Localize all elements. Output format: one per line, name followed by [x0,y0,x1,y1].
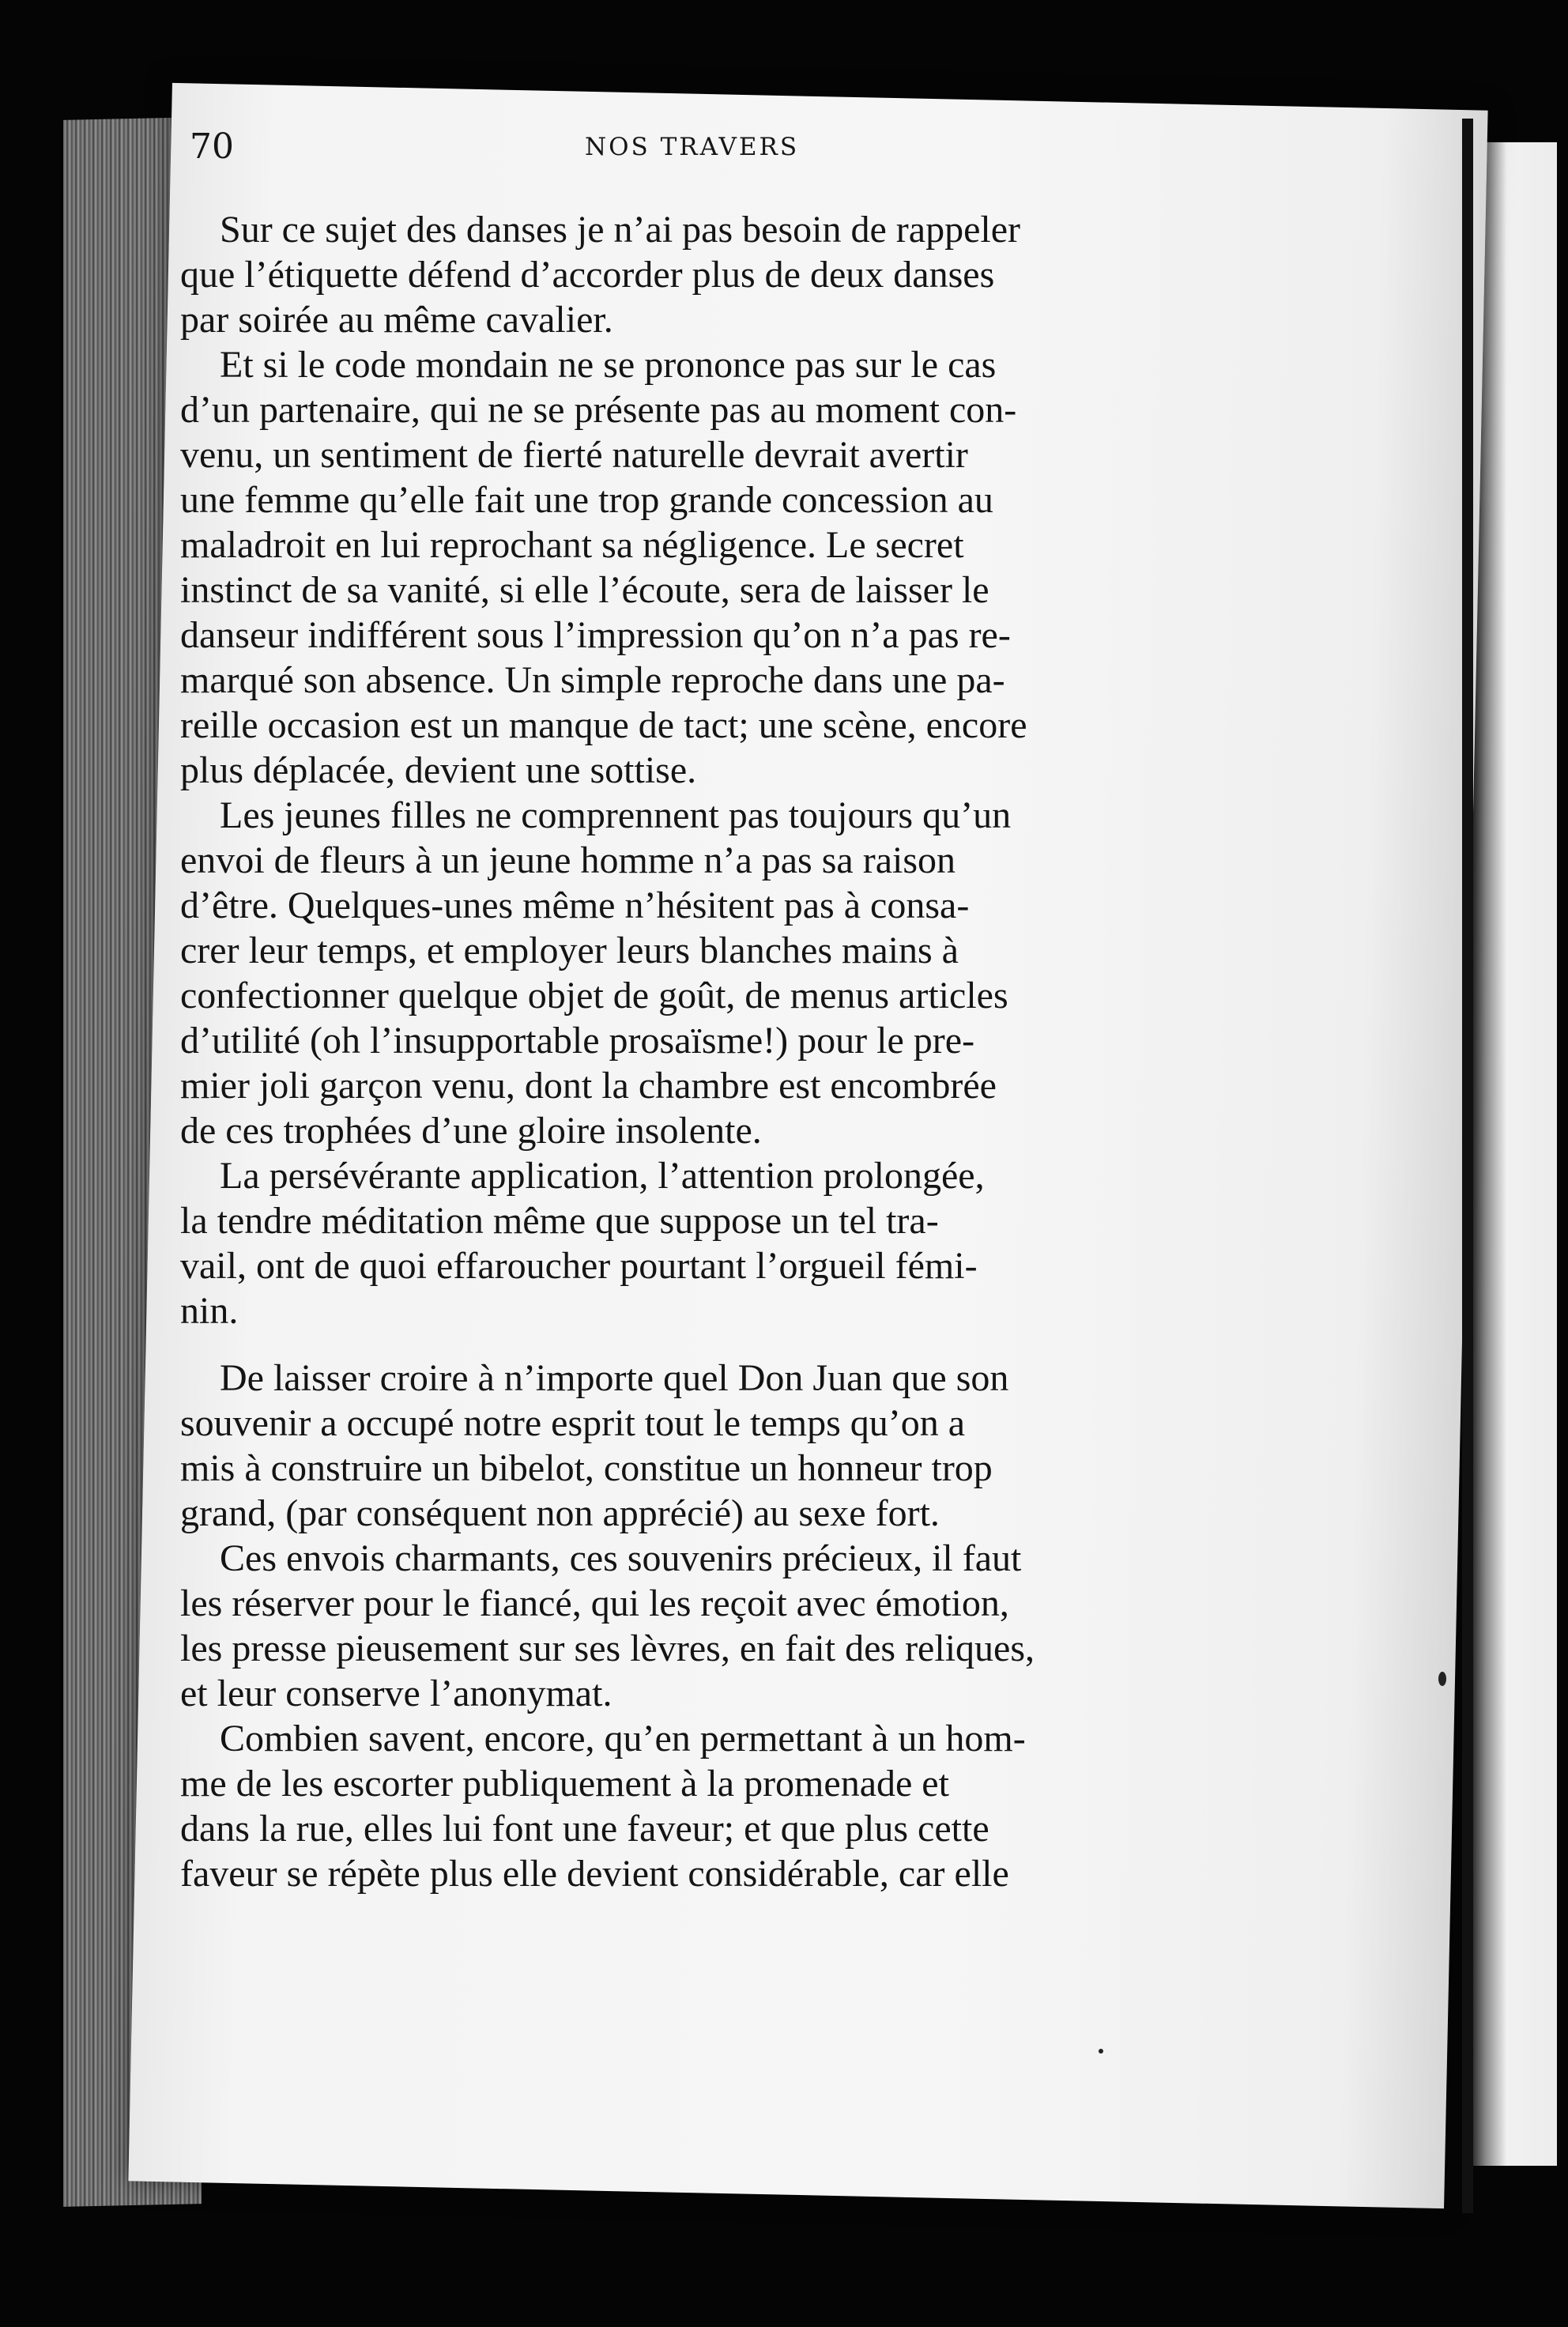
paragraph [180,1716,1184,1896]
text-line: Ces envois charmants, ces souvenirs précieux, il faut [220,1537,1022,1579]
text-line: dans la rue, elles lui font une faveur; et que plus cette [180,1808,989,1850]
speck [1099,2049,1103,2054]
text-line: maladroit en lui reprochant sa négligence. Le secret [180,524,964,566]
paragraph [180,1536,1184,1716]
text-line: et leur conserve l’anonymat. [180,1673,612,1714]
text-line: vail, ont de quoi effaroucher pourtant l’orgueil fémi- [180,1245,978,1287]
text-line: d’utilité (oh l’insupportable prosaïsme!) pour le pre- [180,1020,975,1062]
paragraph [180,793,1184,1153]
text-line: crer leur temps, et employer leurs blanches mains à [180,930,959,971]
running-head [190,126,1185,174]
text-line: nin. [180,1290,239,1332]
text-line: La persévérante application, l’attention prolongée, [220,1155,985,1197]
text-line: me de les escorter publiquement à la promenade et [180,1763,949,1805]
paragraph [180,207,1184,342]
text-line: Combien savent, encore, qu’en permettant à un hom- [220,1718,1026,1759]
text-line: par soirée au même cavalier. [180,299,613,341]
book-gutter [1462,119,1473,2213]
text-line: d’être. Quelques-unes même n’hésitent pas à consa- [180,884,970,926]
text-line: instinct de sa vanité, si elle l’écoute, sera de laisser le [180,569,989,611]
binding-mark [1438,1672,1446,1686]
page-number: 70 [190,126,234,167]
text-line: souvenir a occupé notre esprit tout le temps qu’on a [180,1402,966,1444]
running-title: NOS TRAVERS [585,133,800,161]
text-line: mier joli garçon venu, dont la chambre est encombrée [180,1065,997,1107]
text-line: grand, (par conséquent non apprécié) au sexe fort. [180,1492,940,1534]
text-line: faveur se répète plus elle devient considérable, car elle [180,1853,1009,1895]
text-line: venu, un sentiment de fierté naturelle devrait avertir [180,434,968,476]
text-line: marqué son absence. Un simple reproche dans une pa- [180,659,1005,701]
text-line: les presse pieusement sur ses lèvres, en fait des reliques, [180,1627,1035,1669]
text-line: plus déplacée, devient une sottise. [180,749,697,791]
text-line: que l’étiquette défend d’accorder plus de deux danses [180,254,995,296]
text-line: Et si le code mondain ne se prononce pas sur le cas [220,344,997,386]
paragraph [180,1356,1184,1536]
text-line: mis à construire un bibelot, constitue un honneur trop [180,1447,993,1489]
text-line: De laisser croire à n’importe quel Don Juan que son [220,1357,1009,1399]
text-line: de ces trophées d’une gloire insolente. [180,1110,762,1152]
text-line: une femme qu’elle fait une trop grande concession au [180,479,993,521]
facing-page-edge [1470,142,1557,2166]
text-line: Sur ce sujet des danses je n’ai pas besoin de rappeler [220,209,1020,251]
paragraph [180,342,1184,793]
text-line: reille occasion est un manque de tact; une scène, encore [180,704,1027,746]
text-line: envoi de fleurs à un jeune homme n’a pas sa raison [180,839,956,881]
text-line: confectionner quelque objet de goût, de menus articles [180,975,1008,1016]
text-line: les réserver pour le fiancé, qui les reçoit avec émotion, [180,1582,1009,1624]
text-line: d’un partenaire, qui ne se présente pas au moment con- [180,389,1017,431]
paragraph [180,1153,1184,1333]
body-text [180,207,1184,2001]
text-line: Les jeunes filles ne comprennent pas toujours qu’un [220,794,1012,836]
text-line: danseur indifférent sous l’impression qu’on n’a pas re- [180,614,1011,656]
text-line: la tendre méditation même que suppose un tel tra- [180,1200,939,1242]
